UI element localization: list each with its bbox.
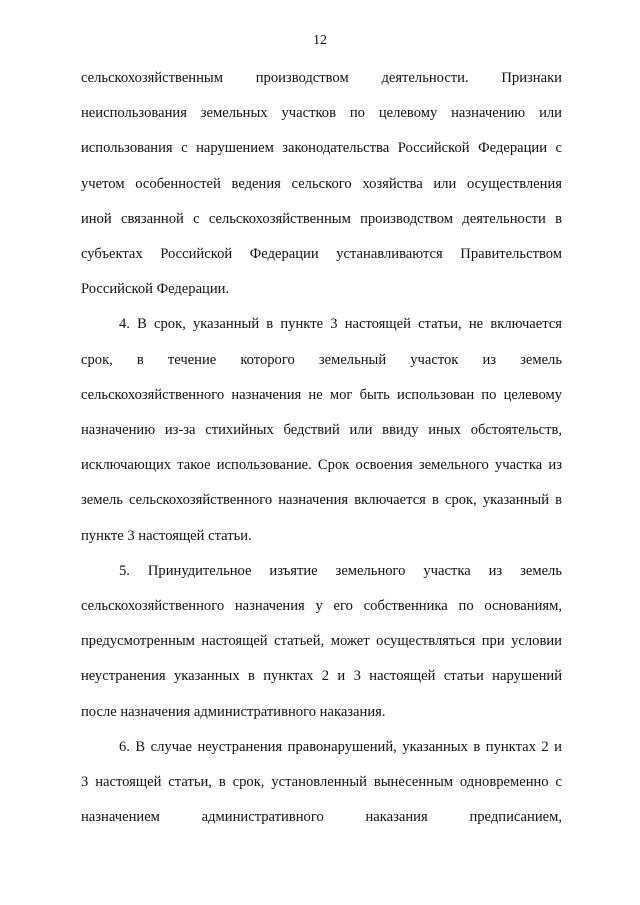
paragraph-continuation	[81, 61, 562, 307]
text-line: назначением административного наказания предписанием,	[81, 809, 562, 826]
text-line: неиспользования земельных участков по целевому назначению или	[81, 105, 562, 122]
text-line: земель сельскохозяйственного назначения включается в срок, указанный в	[81, 492, 562, 509]
document-body	[81, 61, 562, 835]
text-line: учетом особенностей ведения сельского хозяйства или осуществления	[81, 175, 562, 192]
text-line: после назначения административного наказания.	[81, 703, 386, 720]
text-line: исключающих такое использование. Срок освоения земельного участка из	[81, 457, 562, 474]
text-line: 5. Принудительное изъятие земельного участка из земель	[119, 562, 562, 579]
text-line: Российской Федерации.	[81, 281, 230, 298]
text-line: пункте 3 настоящей статьи.	[81, 527, 252, 544]
text-line: неустранения указанных в пунктах 2 и 3 настоящей статьи нарушений	[81, 668, 562, 685]
text-line: 6. В случае неустранения правонарушений, указанных в пунктах 2 и	[119, 738, 562, 755]
text-line: сельскохозяйственного назначения у его собственника по основаниям,	[81, 598, 562, 615]
paragraph-5	[81, 554, 562, 730]
paragraph-4	[81, 307, 562, 553]
text-line: срок, в течение которого земельный участок из земель	[81, 351, 562, 368]
text-line: сельскохозяйственным производством деятельности. Признаки	[81, 70, 562, 86]
text-line: субъектах Российской Федерации устанавливаются Правительством	[81, 246, 562, 263]
text-line: 4. В срок, указанный в пункте 3 настоящей статьи, не включается	[119, 316, 562, 333]
text-line: иной связанной с сельскохозяйственным производством деятельности в	[81, 210, 562, 227]
page-number: 12	[313, 33, 327, 48]
text-line: использования с нарушением законодательства Российской Федерации с	[81, 140, 562, 157]
text-line: предусмотренным настоящей статьей, может осуществляться при условии	[81, 633, 562, 650]
paragraph-6	[81, 730, 562, 836]
text-line: сельскохозяйственного назначения не мог быть использован по целевому	[81, 386, 562, 403]
text-line: назначению из-за стихийных бедствий или ввиду иных обстоятельств,	[81, 422, 562, 439]
text-line: 3 настоящей статьи, в срок, установленный вынесенным одновременно с	[81, 774, 562, 791]
